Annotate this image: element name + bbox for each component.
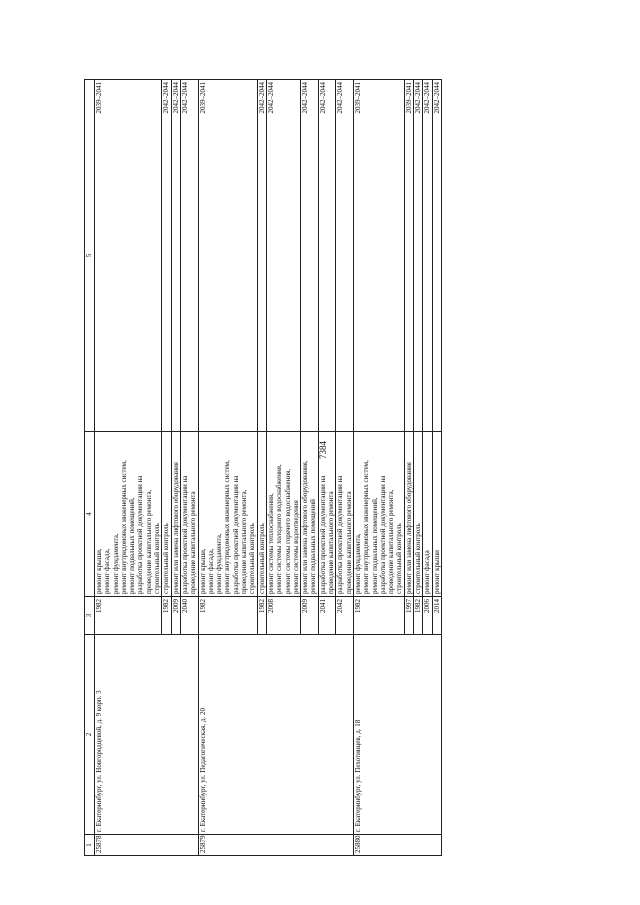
repair-year: 2006 [423, 597, 432, 635]
work-types [301, 432, 319, 597]
work-type-line: разработка проектной документации на [378, 475, 387, 594]
repair-year: 2041 [318, 597, 336, 635]
work-type-line: ремонт системы теплоснабжения, [266, 493, 275, 594]
planned-period: 2042–2044 [318, 80, 336, 432]
work-types [198, 432, 257, 597]
header-row [85, 80, 95, 856]
repair-year: 2040 [180, 597, 198, 635]
repair-year: 2009 [301, 597, 319, 635]
work-type-line: ремонт внутридомовых инженерных систем, [223, 460, 232, 594]
planned-period: 2042–2044 [423, 80, 432, 432]
planned-period: 2042–2044 [257, 80, 266, 432]
work-type-line: разработка проектной документации на [136, 475, 145, 594]
work-type-line: ремонт фасада, [103, 548, 112, 594]
planned-period: 2042–2044 [432, 80, 441, 432]
work-type-line: строительный контроль [413, 523, 422, 594]
work-types [423, 432, 432, 597]
work-types [257, 432, 266, 597]
work-type-line: ремонт внутридомовых инженерных систем, [119, 460, 128, 594]
repair-schedule-table [84, 79, 442, 856]
work-type-line: ремонт подвальных помещений, [128, 497, 137, 594]
object-address: г. Екатеринбург, ул. Новгородцевой, д. 9 корп. 3 [95, 635, 199, 835]
work-type-line: ремонт или замена лифтового оборудования, [301, 460, 310, 594]
planned-period: 2042–2044 [162, 80, 171, 432]
planned-period: 2042–2044 [180, 80, 198, 432]
table-body [95, 80, 442, 856]
work-type-line: ремонт фасада [423, 550, 432, 594]
planned-period: 2042–2044 [301, 80, 319, 432]
planned-period: 2039–2041 [404, 80, 413, 432]
repair-year: 2042 [336, 597, 354, 635]
object-address: г. Екатеринбург, ул. Пехотинцев, д. 18 [353, 635, 441, 835]
repair-year: 1982 [198, 597, 257, 635]
work-types [180, 432, 198, 597]
table-row [198, 80, 257, 856]
object-number: 25878. [95, 835, 199, 856]
work-type-line: проведение капитального ремонта, [387, 489, 396, 594]
header-col-5: 5 [85, 80, 95, 432]
work-types [318, 432, 336, 597]
repair-year: 2009 [171, 597, 180, 635]
work-type-line: ремонт фундамента, [111, 533, 120, 594]
work-type-line: проведение капитального ремонта [344, 491, 353, 594]
work-types [353, 432, 404, 597]
work-type-line: ремонт подвальных помещений, [370, 497, 379, 594]
work-type-line: разработка проектной документации на [318, 475, 327, 594]
work-type-line: ремонт крыши, [95, 548, 103, 594]
work-type-line: разработка проектной документации на [180, 475, 189, 594]
document [84, 80, 601, 856]
page-number: 7384 [318, 441, 328, 459]
work-type-line: ремонт системы холодного водоснабжения, [275, 464, 284, 594]
work-type-line: ремонт системы горячего водоснабжения, [283, 468, 292, 594]
work-types [95, 432, 162, 597]
object-number: 25880. [353, 835, 441, 856]
work-type-line: проведение капитального ремонта, [240, 489, 249, 594]
work-type-line: ремонт подвальных помещений [309, 499, 318, 594]
work-types [336, 432, 354, 597]
work-type-line: ремонт фасада, [206, 548, 215, 594]
work-type-line: ремонт или замена лифтового оборудования [404, 462, 413, 594]
work-type-line: проведение капитального ремонта [189, 491, 198, 594]
work-type-line: строительный контроль [248, 523, 257, 594]
work-types [266, 432, 300, 597]
table-row [353, 80, 404, 856]
work-type-line: строительный контроль [153, 523, 162, 594]
header-col-1: 1 [85, 835, 95, 856]
work-type-line: строительный контроль [395, 523, 404, 594]
work-type-line: ремонт или замена лифтового оборудования [171, 462, 180, 594]
work-types [404, 432, 413, 597]
work-type-line: ремонт внутридомовых инженерных систем, [362, 460, 371, 594]
repair-year: 1982 [257, 597, 266, 635]
planned-period: 2039–2041 [95, 80, 162, 432]
work-types [171, 432, 180, 597]
repair-year: 2014 [432, 597, 441, 635]
planned-period: 2042–2044 [171, 80, 180, 432]
work-type-line: ремонт фундамента, [215, 533, 224, 594]
work-types [432, 432, 441, 597]
work-type-line: ремонт фундамента, [353, 533, 362, 594]
work-types [162, 432, 171, 597]
planned-period: 2042–2044 [336, 80, 354, 432]
planned-period: 2042–2044 [413, 80, 422, 432]
work-type-line: ремонт крыши, [198, 548, 207, 594]
repair-year: 2008 [266, 597, 300, 635]
repair-year: 1997 [404, 597, 413, 635]
repair-year: 1982 [413, 597, 422, 635]
table-row [95, 80, 162, 856]
header-col-2: 2 [85, 635, 95, 835]
object-address: г. Екатеринбург, ул. Педагогическая, д. 20 [198, 635, 353, 835]
planned-period: 2039–2041 [198, 80, 257, 432]
work-types [413, 432, 422, 597]
work-type-line: разработка проектной документации на [231, 475, 240, 594]
repair-year: 1982 [162, 597, 171, 635]
work-type-line: разработка проектной документации на [336, 475, 345, 594]
work-type-line: ремонт крыши [432, 550, 441, 594]
repair-year: 1982 [95, 597, 162, 635]
work-type-line: строительный контроль [162, 523, 171, 594]
work-type-line: ремонт системы водоотведения [291, 500, 300, 594]
work-type-line: проведение капитального ремонта [327, 491, 336, 594]
repair-year: 1982 [353, 597, 404, 635]
header-col-3: 3 [85, 597, 95, 635]
work-type-line: строительный контроль [257, 523, 266, 594]
planned-period: 2042–2044 [266, 80, 300, 432]
planned-period: 2039–2041 [353, 80, 404, 432]
object-number: 25879. [198, 835, 353, 856]
work-type-line: проведение капитального ремонта, [144, 489, 153, 594]
header-col-4: 4 [85, 432, 95, 597]
rotated-table-wrapper [84, 80, 601, 856]
